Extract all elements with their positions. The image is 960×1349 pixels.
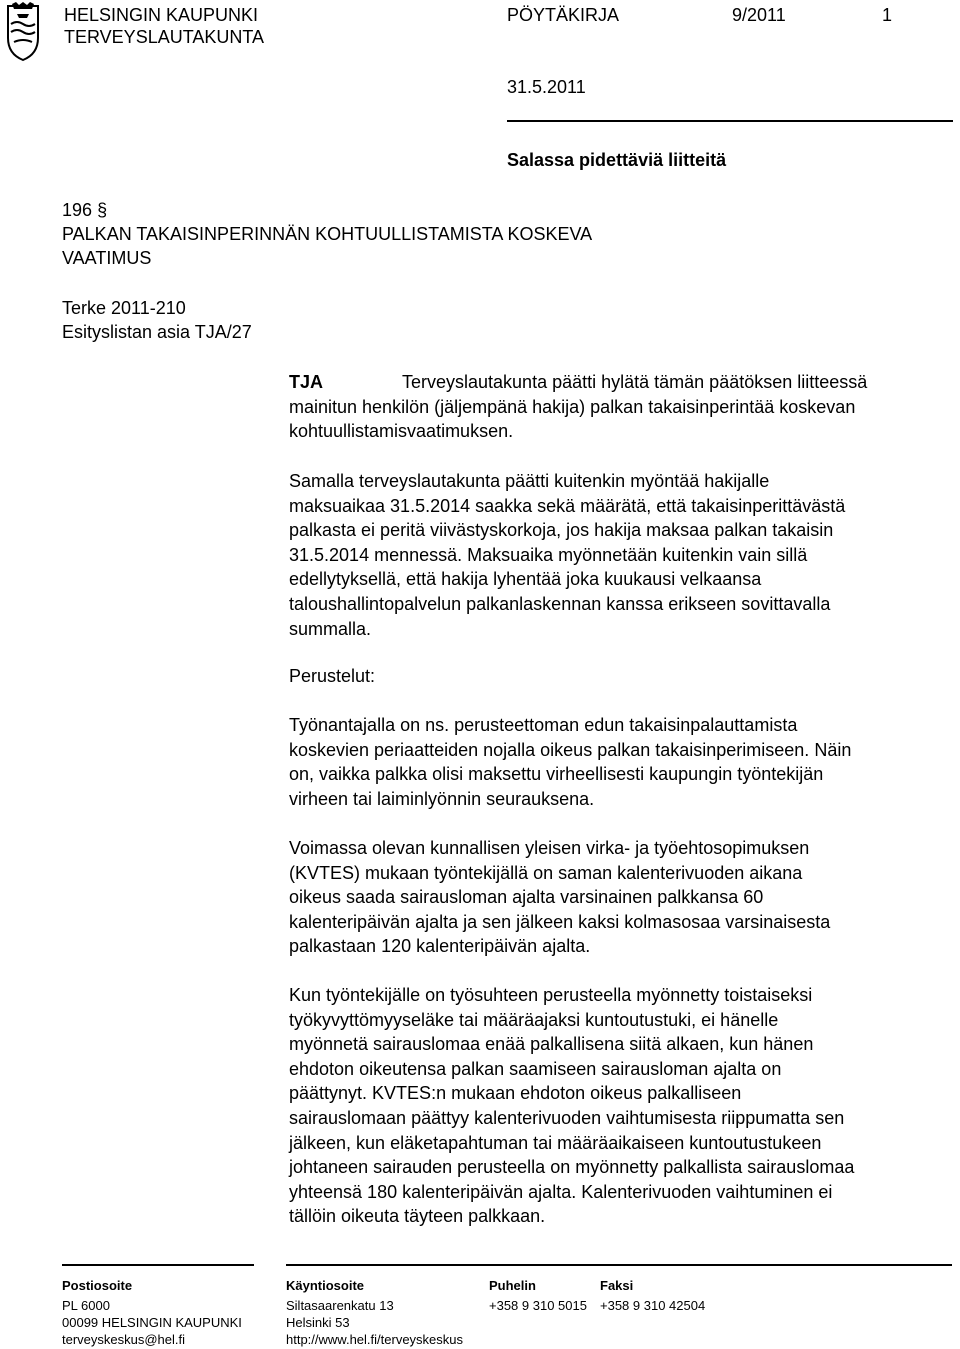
section-title-line1: PALKAN TAKAISINPERINNÄN KOHTUULLISTAMISTA KOSKEVA [62,224,593,244]
grounds-heading: Perustelut: [289,666,376,686]
text-line: Samalla terveyslautakunta päätti kuitenkin myöntää hakijalle [289,471,770,491]
text-line: jälkeen, kun eläketapahtuman tai määräaikaiseen kuntoutustukeen [289,1132,822,1153]
helsinki-crest-logo [2,2,44,64]
grounds-paragraph-1 [289,713,954,811]
footer-email: terveyskeskus@hel.fi [62,1332,186,1347]
text-line: koskevien periaatteiden nojalla oikeus palkan takaisinperimiseen. Näin [289,739,852,760]
text-line: edellytyksellä, että hakija lyhentää joka kuukausi velkaansa [289,569,762,590]
org-name: HELSINGIN KAUPUNKI [64,5,259,25]
grounds-paragraph-3 [289,983,954,1229]
text-line: 31.5.2014 mennessä. Maksuaika myönnetään kuitenkin vain sillä [289,544,808,565]
section-title-line2: VAATIMUS [62,248,152,268]
text-line: Terveyslautakunta päätti hylätä tämän päätöksen liitteessä [402,372,868,392]
footer-phone: +358 9 310 5015 [489,1298,587,1313]
text-line: päättynyt. KVTES:n mukaan ehdoton oikeus palkalliseen [289,1083,742,1104]
org-department: TERVEYSLAUTAKUNTA [64,27,265,47]
text-line: summalla. [289,618,372,639]
footer-rule-right [286,1264,952,1266]
page-number: 1 [882,5,893,25]
text-line: Voimassa olevan kunnallisen yleisen virka- ja työehtosopimuksen [289,838,810,858]
text-line: (KVTES) mukaan työntekijällä on saman kalenterivuoden aikana [289,862,803,883]
decision-paragraph-1 [289,370,954,444]
decision-paragraph-2 [289,469,954,641]
text-line: on, vaikka palkka olisi maksettu virheellisesti kaupungin työntekijän [289,764,824,785]
text-line: palkastaan 120 kalenteripäivän ajalta. [289,936,591,957]
footer-rule-left [62,1264,254,1266]
text-line: oikeus saada sairausloman ajalta varsinainen palkkansa 60 [289,887,764,908]
text-line: johtaneen sairauden perusteella on myönnetty palkallista sairauslomaa [289,1157,855,1178]
grounds-paragraph-2 [289,836,954,959]
decision-label: TJA [289,372,324,392]
doc-type: PÖYTÄKIRJA [507,5,620,25]
footer-fax-label: Faksi [600,1278,634,1293]
footer-visit-city: Helsinki 53 [286,1315,350,1330]
text-line: maksuaikaa 31.5.2014 saakka sekä määrätä, että takaisinperittävästä [289,495,846,516]
footer-visit-street: Siltasaarenkatu 13 [286,1298,394,1313]
text-line: Kun työntekijälle on työsuhteen perusteella myönnetty toistaiseksi [289,985,813,1005]
text-line: Työnantajalla on ns. perusteettoman edun takaisinpalauttamista [289,715,798,735]
footer-postal-box: PL 6000 [62,1298,110,1313]
text-line: myönnetä sairauslomaa enää palkallisena siitä alkaen, kun hänen [289,1034,814,1055]
meeting-date: 31.5.2011 [507,77,586,97]
section-number: 196 § [62,200,108,220]
text-line: tällöin oikeuta täyteen palkkaan. [289,1206,546,1227]
text-line: työkyvyttömyyseläke tai määräajaksi kuntoutustuki, ei hänelle [289,1009,779,1030]
text-line: yhteensä 180 kalenteripäivän ajalta. Kalenterivuoden vaihtuminen ei [289,1181,833,1202]
doc-number: 9/2011 [732,5,786,25]
confidential-note: Salassa pidettäviä liitteitä [507,150,727,170]
text-line: taloushallintopalvelun palkanlaskennan kanssa erikseen sovittavalla [289,593,831,614]
text-line: sairauslomaan päättyy kalenterivuoden vaihtumisesta riippumatta sen [289,1107,845,1128]
reference-terke: Terke 2011-210 [62,298,186,318]
footer-postal-city: 00099 HELSINGIN KAUPUNKI [62,1315,242,1330]
header-rule [507,120,953,122]
text-line: mainitun henkilön (jäljempänä hakija) palkan takaisinperintää koskevan [289,396,856,417]
reference-agenda: Esityslistan asia TJA/27 [62,322,252,342]
footer-postal-label: Postiosoite [62,1278,133,1293]
footer-fax: +358 9 310 42504 [600,1298,706,1313]
section-mark: § [97,200,108,220]
text-line: kalenteripäivän ajalta ja sen jälkeen kaksi kolmasosaa varsinaisesta [289,911,831,932]
footer-website: http://www.hel.fi/terveyskeskus [286,1332,464,1347]
text-line: palkasta ei peritä viivästyskorkoja, jos hakija maksaa palkan takaisin [289,520,834,541]
text-line: ehdoton oikeutensa palkan saamiseen sairausloman ajalta on [289,1058,782,1079]
footer-visit-label: Käyntiosoite [286,1278,365,1293]
text-line: virheen tai laiminlyönnin seurauksena. [289,788,595,809]
footer-phone-label: Puhelin [489,1278,536,1293]
text-line: kohtuullistamisvaatimuksen. [289,421,514,442]
